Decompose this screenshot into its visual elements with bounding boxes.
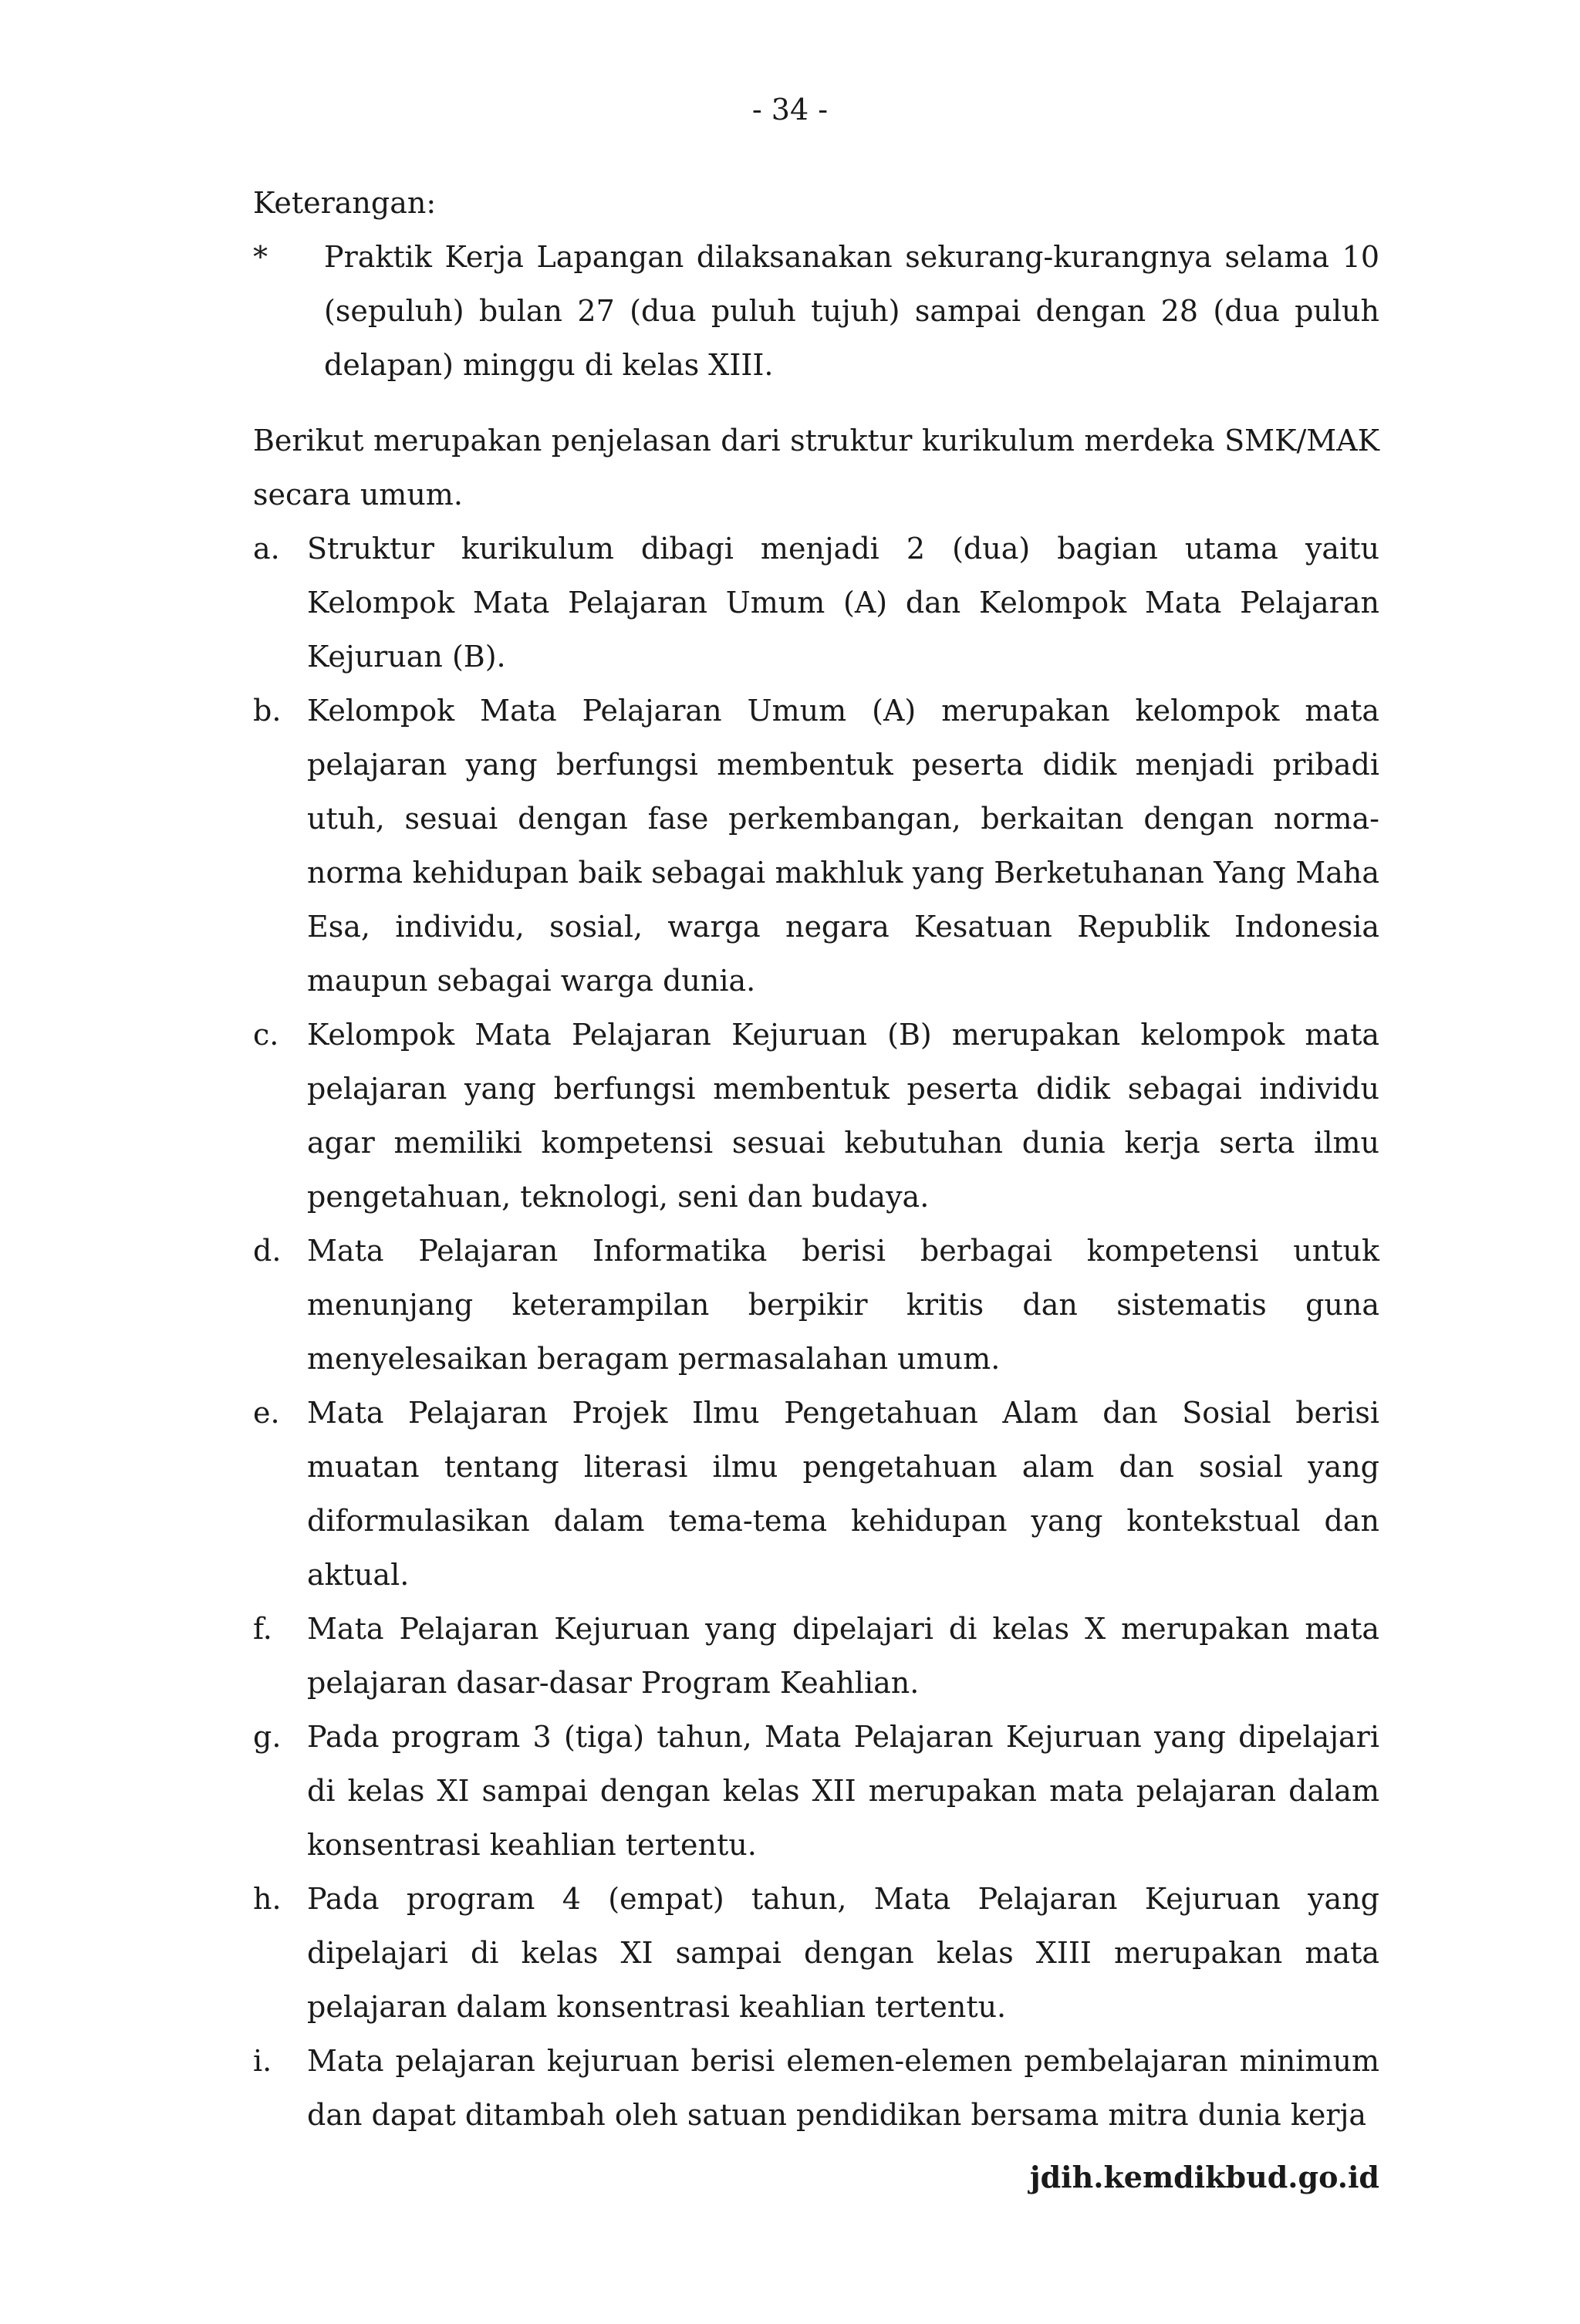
list-item (253, 2034, 1379, 2142)
list-marker: g. (253, 1720, 282, 1754)
list-item (253, 1008, 1379, 1224)
notes-heading: Keterangan: (253, 186, 437, 220)
list-item (253, 684, 1379, 1008)
list-marker: c. (253, 1018, 279, 1052)
list-marker: a. (253, 532, 280, 566)
intro-paragraph: Berikut merupakan penjelasan dari struktur kurikulum merdeka SMK/MAK secara umum. (253, 424, 1379, 512)
list-item-text: Struktur kurikulum dibagi menjadi 2 (dua) bagian utama yaitu Kelompok Mata Pelajaran Umum (A) dan Kelompok Mata Pelajaran Kejuruan (B). (307, 532, 1379, 674)
list-item-text: Kelompok Mata Pelajaran Umum (A) merupakan kelompok mata pelajaran yang berfungsi membentuk peserta didik menjadi pribadi utuh, sesuai dengan fase perkembangan, berkaitan dengan norma-norma kehidupan baik sebagai makhluk yang Berketuhanan Yang Maha Esa, individu, sosial, warga negara Kesatuan Republik Indonesia maupun sebagai warga dunia. (307, 694, 1379, 998)
list-marker: i. (253, 2044, 272, 2078)
list-item (253, 1224, 1379, 1386)
list-marker: d. (253, 1234, 282, 1268)
list-item (253, 1710, 1379, 1872)
list-marker: h. (253, 1882, 282, 1916)
list-item-text: Mata pelajaran kejuruan berisi elemen-elemen pembelajaran minimum dan dapat ditambah oleh satuan pendidikan bersama mitra dunia kerja (307, 2044, 1379, 2132)
list-item (253, 1386, 1379, 1602)
list-item (253, 1602, 1379, 1710)
list-item (253, 522, 1379, 684)
page-content (253, 176, 1379, 2142)
note-text: Praktik Kerja Lapangan dilaksanakan sekurang-kurangnya selama 10 (sepuluh) bulan 27 (dua puluh tujuh) sampai dengan 28 (dua puluh delapan) minggu di kelas XIII. (324, 240, 1379, 382)
note-item (253, 230, 1379, 392)
list-item-text: Mata Pelajaran Informatika berisi berbagai kompetensi untuk menunjang keterampilan berpikir kritis dan sistematis guna menyelesaikan beragam permasalahan umum. (307, 1234, 1379, 1376)
note-marker: * (253, 240, 268, 274)
list-marker: e. (253, 1396, 280, 1430)
list-item-text: Mata Pelajaran Kejuruan yang dipelajari di kelas X merupakan mata pelajaran dasar-dasar Program Keahlian. (307, 1612, 1379, 1700)
page-number: - 34 - (751, 93, 829, 127)
list-item-text: Pada program 3 (tiga) tahun, Mata Pelajaran Kejuruan yang dipelajari di kelas XI sampai dengan kelas XII merupakan mata pelajaran dalam konsentrasi keahlian tertentu. (307, 1720, 1379, 1862)
explanation-list (253, 522, 1379, 2142)
list-item-text: Kelompok Mata Pelajaran Kejuruan (B) merupakan kelompok mata pelajaran yang berfungsi membentuk peserta didik sebagai individu agar memiliki kompetensi sesuai kebutuhan dunia kerja serta ilmu pengetahuan, teknologi, seni dan budaya. (307, 1018, 1379, 1214)
list-marker: b. (253, 694, 282, 728)
list-marker: f. (253, 1612, 272, 1646)
list-item-text: Pada program 4 (empat) tahun, Mata Pelajaran Kejuruan yang dipelajari di kelas XI sampai dengan kelas XIII merupakan mata pelajaran dalam konsentrasi keahlian tertentu. (307, 1882, 1379, 2024)
footer-website: jdih.kemdikbud.go.id (1029, 2160, 1379, 2194)
list-item (253, 1872, 1379, 2034)
list-item-text: Mata Pelajaran Projek Ilmu Pengetahuan Alam dan Sosial berisi muatan tentang literasi ilmu pengetahuan alam dan sosial yang diformulasikan dalam tema-tema kehidupan yang kontekstual dan aktual. (307, 1396, 1379, 1592)
